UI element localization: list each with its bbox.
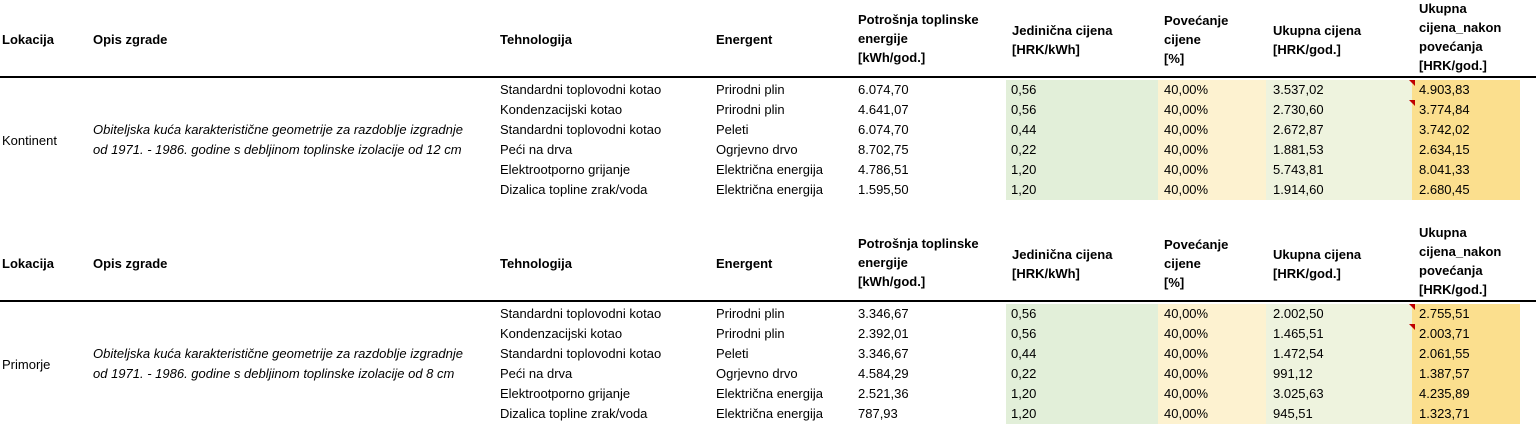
cell-energent[interactable]: Ogrjevno drvo bbox=[716, 142, 798, 157]
cell-tehnologija[interactable]: Peći na drva bbox=[500, 366, 573, 381]
cell-ukupna[interactable]: 945,51 bbox=[1266, 404, 1412, 424]
header-opis[interactable]: Opis zgrade bbox=[93, 32, 168, 47]
cell-energent[interactable]: Prirodni plin bbox=[716, 102, 785, 117]
cell-ukupna[interactable]: 1.465,51 bbox=[1266, 324, 1412, 344]
cell-jedinicna[interactable]: 0,56 bbox=[1006, 304, 1158, 324]
cell-ukupna[interactable]: 1.881,53 bbox=[1266, 140, 1412, 160]
cell-energent[interactable]: Električna energija bbox=[716, 406, 823, 421]
cell-ukupna[interactable]: 2.672,87 bbox=[1266, 120, 1412, 140]
table-row bbox=[0, 344, 1536, 364]
comment-indicator-icon[interactable] bbox=[1409, 100, 1415, 106]
header-row bbox=[0, 0, 1536, 78]
cell-ukupna[interactable]: 1.914,60 bbox=[1266, 180, 1412, 200]
cell-tehnologija[interactable]: Elektrootporno grijanje bbox=[500, 162, 631, 177]
cell-energent[interactable]: Peleti bbox=[716, 346, 749, 361]
cell-povecanje[interactable]: 40,00% bbox=[1158, 140, 1266, 160]
header-povecanje[interactable]: Povećanje cijene [%] bbox=[1164, 237, 1229, 290]
comment-indicator-icon[interactable] bbox=[1409, 80, 1415, 86]
cell-povecanje[interactable]: 40,00% bbox=[1158, 180, 1266, 200]
cell-energent[interactable]: Prirodni plin bbox=[716, 326, 785, 341]
cell-povecanje[interactable]: 40,00% bbox=[1158, 160, 1266, 180]
cell-tehnologija[interactable]: Elektrootporno grijanje bbox=[500, 386, 631, 401]
cell-povecanje[interactable]: 40,00% bbox=[1158, 120, 1266, 140]
cell-ukupna[interactable]: 2.002,50 bbox=[1266, 304, 1412, 324]
cell-povecanje[interactable]: 40,00% bbox=[1158, 80, 1266, 100]
header-jedinicna[interactable]: Jedinična cijena [HRK/kWh] bbox=[1012, 23, 1113, 57]
table-row bbox=[0, 324, 1536, 344]
cell-tehnologija[interactable]: Standardni toplovodni kotao bbox=[500, 346, 662, 361]
cell-energent[interactable]: Električna energija bbox=[716, 386, 823, 401]
cell-potrosnja[interactable]: 6.074,70 bbox=[858, 82, 909, 97]
header-povecanje[interactable]: Povećanje cijene [%] bbox=[1164, 13, 1229, 66]
cell-potrosnja[interactable]: 2.392,01 bbox=[858, 326, 909, 341]
cell-potrosnja[interactable]: 787,93 bbox=[858, 406, 898, 421]
table-row bbox=[0, 364, 1536, 384]
cell-ukupna-nakon[interactable]: 3.742,02 bbox=[1412, 120, 1520, 140]
header-ukupna-nakon[interactable]: Ukupna cijena_nakon povećanja [HRK/god.] bbox=[1419, 225, 1502, 297]
table-row bbox=[0, 100, 1536, 120]
cell-potrosnja[interactable]: 1.595,50 bbox=[858, 182, 909, 197]
header-potrosnja[interactable]: Potrošnja toplinske energije [kWh/god.] bbox=[858, 236, 979, 289]
table-row bbox=[0, 140, 1536, 160]
cell-povecanje[interactable]: 40,00% bbox=[1158, 324, 1266, 344]
cell-tehnologija[interactable]: Dizalica topline zrak/voda bbox=[500, 406, 648, 421]
cell-jedinicna[interactable]: 1,20 bbox=[1006, 160, 1158, 180]
header-ukupna-nakon[interactable]: Ukupna cijena_nakon povećanja [HRK/god.] bbox=[1419, 1, 1502, 73]
cell-ukupna[interactable]: 3.025,63 bbox=[1266, 384, 1412, 404]
cell-jedinicna[interactable]: 0,44 bbox=[1006, 344, 1158, 364]
cell-lokacija[interactable]: Primorje bbox=[2, 357, 51, 372]
cell-tehnologija[interactable]: Standardni toplovodni kotao bbox=[500, 82, 662, 97]
cell-ukupna-nakon[interactable]: 2.680,45 bbox=[1412, 180, 1520, 200]
comment-indicator-icon[interactable] bbox=[1409, 324, 1415, 330]
cell-jedinicna[interactable]: 0,56 bbox=[1006, 100, 1158, 120]
cell-jedinicna[interactable]: 1,20 bbox=[1006, 384, 1158, 404]
cell-ukupna[interactable]: 3.537,02 bbox=[1266, 80, 1412, 100]
cell-energent[interactable]: Električna energija bbox=[716, 162, 823, 177]
header-ukupna[interactable]: Ukupna cijena [HRK/god.] bbox=[1273, 247, 1362, 281]
cell-potrosnja[interactable]: 3.346,67 bbox=[858, 346, 909, 361]
cell-tehnologija[interactable]: Standardni toplovodni kotao bbox=[500, 122, 662, 137]
cell-povecanje[interactable]: 40,00% bbox=[1158, 384, 1266, 404]
header-ukupna[interactable]: Ukupna cijena [HRK/god.] bbox=[1273, 23, 1362, 57]
cell-jedinicna[interactable]: 0,56 bbox=[1006, 324, 1158, 344]
cell-ukupna-nakon[interactable]: 2.003,71 bbox=[1412, 324, 1520, 344]
cell-tehnologija[interactable]: Kondenzacijski kotao bbox=[500, 326, 623, 341]
header-lokacija[interactable]: Lokacija bbox=[2, 256, 55, 271]
cell-energent[interactable]: Prirodni plin bbox=[716, 306, 785, 321]
cell-jedinicna[interactable]: 0,56 bbox=[1006, 80, 1158, 100]
cell-tehnologija[interactable]: Standardni toplovodni kotao bbox=[500, 306, 662, 321]
cell-jedinicna[interactable]: 1,20 bbox=[1006, 180, 1158, 200]
cell-povecanje[interactable]: 40,00% bbox=[1158, 304, 1266, 324]
cell-potrosnja[interactable]: 8.702,75 bbox=[858, 142, 909, 157]
cell-povecanje[interactable]: 40,00% bbox=[1158, 364, 1266, 384]
cell-opis[interactable]: Obiteljska kuća karakteristične geometrije za razdoblje izgradnje od 1971. - 1986. godine s debljinom toplinske izolacije od 8 cm bbox=[93, 346, 463, 381]
cell-energent[interactable]: Peleti bbox=[716, 122, 749, 137]
header-tehnologija[interactable]: Tehnologija bbox=[500, 32, 572, 47]
cell-potrosnja[interactable]: 4.584,29 bbox=[858, 366, 909, 381]
cell-ukupna-nakon[interactable]: 4.235,89 bbox=[1412, 384, 1520, 404]
header-lokacija[interactable]: Lokacija bbox=[2, 32, 55, 47]
table-row bbox=[0, 120, 1536, 140]
cell-povecanje[interactable]: 40,00% bbox=[1158, 100, 1266, 120]
header-energent[interactable]: Energent bbox=[716, 256, 773, 271]
cell-energent[interactable]: Električna energija bbox=[716, 182, 823, 197]
header-opis[interactable]: Opis zgrade bbox=[93, 256, 168, 271]
cell-ukupna-nakon[interactable]: 3.774,84 bbox=[1412, 100, 1520, 120]
cell-ukupna-nakon[interactable]: 1.323,71 bbox=[1412, 404, 1520, 424]
header-jedinicna[interactable]: Jedinična cijena [HRK/kWh] bbox=[1012, 247, 1113, 281]
cell-povecanje[interactable]: 40,00% bbox=[1158, 404, 1266, 424]
cell-potrosnja[interactable]: 3.346,67 bbox=[858, 306, 909, 321]
cell-ukupna-nakon[interactable]: 2.755,51 bbox=[1412, 304, 1520, 324]
cell-energent[interactable]: Ogrjevno drvo bbox=[716, 366, 798, 381]
cell-povecanje[interactable]: 40,00% bbox=[1158, 344, 1266, 364]
cell-tehnologija[interactable]: Peći na drva bbox=[500, 142, 573, 157]
cell-potrosnja[interactable]: 4.641,07 bbox=[858, 102, 909, 117]
table-row bbox=[0, 160, 1536, 180]
cell-potrosnja[interactable]: 2.521,36 bbox=[858, 386, 909, 401]
cell-jedinicna[interactable]: 1,20 bbox=[1006, 404, 1158, 424]
cell-ukupna[interactable]: 2.730,60 bbox=[1266, 100, 1412, 120]
data-rows bbox=[0, 304, 1536, 426]
table-row bbox=[0, 180, 1536, 200]
cell-ukupna-nakon[interactable]: 4.903,83 bbox=[1412, 80, 1520, 100]
data-rows bbox=[0, 80, 1536, 202]
cell-ukupna[interactable]: 5.743,81 bbox=[1266, 160, 1412, 180]
cell-lokacija[interactable]: Kontinent bbox=[2, 133, 57, 148]
cell-tehnologija[interactable]: Kondenzacijski kotao bbox=[500, 102, 623, 117]
table-row bbox=[0, 384, 1536, 404]
cell-opis[interactable]: Obiteljska kuća karakteristične geometrije za razdoblje izgradnje od 1971. - 1986. godine s debljinom toplinske izolacije od 12 cm bbox=[93, 122, 463, 157]
table-row bbox=[0, 404, 1536, 424]
table-row bbox=[0, 304, 1536, 324]
cell-energent[interactable]: Prirodni plin bbox=[716, 82, 785, 97]
cell-ukupna-nakon[interactable]: 2.061,55 bbox=[1412, 344, 1520, 364]
cell-tehnologija[interactable]: Dizalica topline zrak/voda bbox=[500, 182, 648, 197]
cell-potrosnja[interactable]: 4.786,51 bbox=[858, 162, 909, 177]
header-row bbox=[0, 224, 1536, 302]
comment-indicator-icon[interactable] bbox=[1409, 304, 1415, 310]
header-potrosnja[interactable]: Potrošnja toplinske energije [kWh/god.] bbox=[858, 12, 979, 65]
cell-jedinicna[interactable]: 0,22 bbox=[1006, 140, 1158, 160]
cell-ukupna-nakon[interactable]: 2.634,15 bbox=[1412, 140, 1520, 160]
header-energent[interactable]: Energent bbox=[716, 32, 773, 47]
cell-ukupna[interactable]: 991,12 bbox=[1266, 364, 1412, 384]
cell-jedinicna[interactable]: 0,22 bbox=[1006, 364, 1158, 384]
header-tehnologija[interactable]: Tehnologija bbox=[500, 256, 572, 271]
cell-jedinicna[interactable]: 0,44 bbox=[1006, 120, 1158, 140]
cell-ukupna-nakon[interactable]: 1.387,57 bbox=[1412, 364, 1520, 384]
table-row bbox=[0, 80, 1536, 100]
cell-potrosnja[interactable]: 6.074,70 bbox=[858, 122, 909, 137]
cell-ukupna-nakon[interactable]: 8.041,33 bbox=[1412, 160, 1520, 180]
cell-ukupna[interactable]: 1.472,54 bbox=[1266, 344, 1412, 364]
